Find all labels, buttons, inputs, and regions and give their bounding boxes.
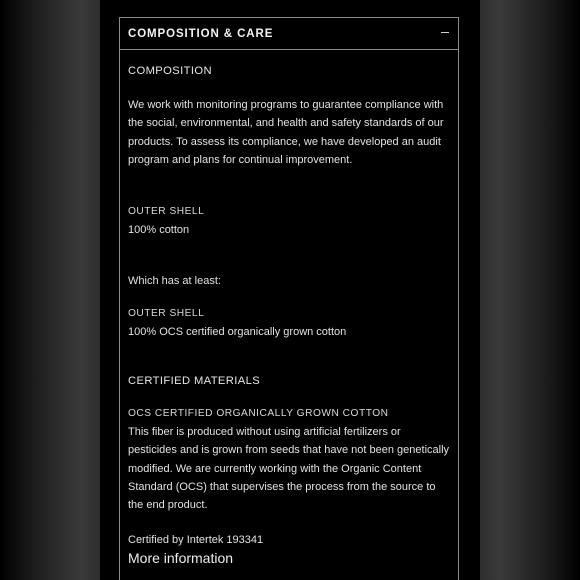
outer-shell-label: OUTER SHELL — [128, 206, 205, 217]
panel-title: COMPOSITION & CARE — [128, 27, 274, 40]
more-information-link[interactable]: More information — [128, 550, 234, 566]
certified-by-text: Certified by Intertek 193341 — [128, 534, 264, 546]
composition-heading: COMPOSITION — [128, 65, 212, 77]
left-blurred-backdrop — [0, 0, 100, 580]
outer-shell-value: 100% cotton — [128, 224, 190, 236]
ocs-description: This fiber is produced without using artificial fertilizers or pesticides and is grown from seeds that have not been genetically modified. We are currently working with the Organic Content Standard (OCS) that supervises the process from the source to the end product. — [128, 426, 450, 512]
composition-care-panel — [119, 17, 459, 580]
outer-shell-value-2: 100% OCS certified organically grown cotton — [128, 326, 347, 338]
at-least-text: Which has at least: — [128, 275, 221, 287]
minus-icon[interactable] — [441, 32, 449, 33]
panel-header[interactable] — [120, 18, 458, 50]
phone-screen — [100, 0, 480, 580]
ocs-label: OCS CERTIFIED ORGANICALLY GROWN COTTON — [128, 408, 389, 419]
outer-shell-label-2: OUTER SHELL — [128, 308, 205, 319]
right-blurred-backdrop — [480, 0, 580, 580]
certified-materials-heading: CERTIFIED MATERIALS — [128, 375, 261, 387]
composition-intro: We work with monitoring programs to guarantee compliance with the social, environmental, and health and safety standards of our products. To assess its compliance, we have developed an audit program and plans for continual improvement. — [128, 99, 444, 166]
